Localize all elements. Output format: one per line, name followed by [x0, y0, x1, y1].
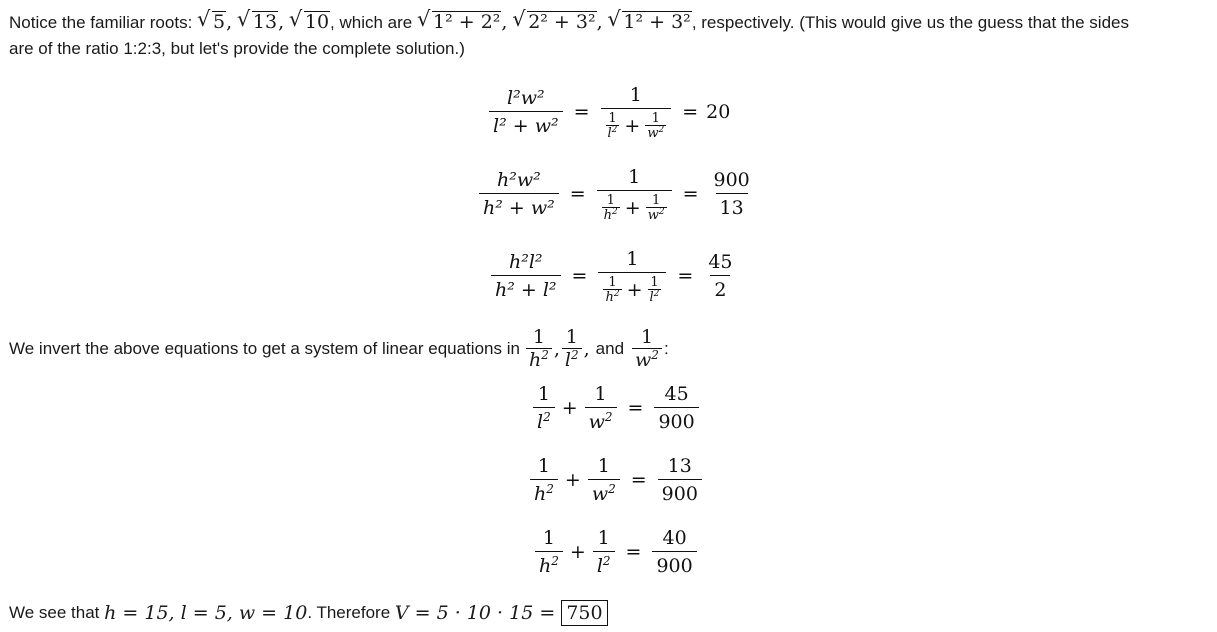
- linear-equation-2: $\frac{1}{h^2}$ + $\frac{1}{w^2}$ = $\frac{13}{900}$: [527, 455, 705, 505]
- equation-hw: $\frac{\text{h²w²}}{\text{h² + w²}}$ = 1 $\frac{1}{h^2}$ + $\frac{1}{w^2}$ = $\frac{900}{13}$: [476, 166, 757, 222]
- boxed-answer: 750: [561, 600, 607, 626]
- root-sqrt13: √ 13: [236, 7, 278, 33]
- linear-equation-3: $\frac{1}{h^2}$ + $\frac{1}{l^2}$ = $\frac{40}{900}$: [532, 527, 700, 577]
- intro-middle-text: , which are: [330, 13, 417, 32]
- equation-lw-rhs: 20: [706, 101, 731, 123]
- expansion-2: √ 2² + 3²: [512, 7, 596, 33]
- invert-text: We invert the above equations to get a system of linear equations in: [9, 338, 520, 358]
- conclusion-lead: We see that: [9, 603, 105, 622]
- intro-line-1: Notice the familiar roots: √ 5, √ 13, √ 10, which are √ 1² + 2², √ 2² + 3², √ 1² + 3², respectively. (This would give us the guess that the sides: [9, 7, 1129, 33]
- conclusion-line: [9, 600, 608, 626]
- equation-hl: $\frac{\text{h²l²}}{\text{h² + l²}}$ = 1 $\frac{1}{h^2}$ + $\frac{1}{l^2}$ = $\frac{45}{2}$: [488, 248, 740, 304]
- root-sqrt5: √ 5: [197, 7, 226, 33]
- expansion-3: √ 1² + 3²: [607, 7, 691, 33]
- equation-lw: $\frac{\text{l²w²}}{\text{l² + w²}}$ = 1 $\frac{1}{l^2}$ + $\frac{1}{w^2}$ = 20: [486, 84, 730, 140]
- root-sqrt10: √ 10: [288, 7, 330, 33]
- conclusion-middle: . Therefore: [307, 603, 395, 622]
- volume-expression: V = 5 · 10 · 15 =: [394, 602, 562, 624]
- intro-lead-text: Notice the familiar roots:: [9, 13, 198, 32]
- expansion-1: √ 1² + 2²: [416, 7, 501, 33]
- invert-line: We invert the above equations to get a system of linear equations in $\frac{1}{h^2}$ , $\frac{1}{l^2}$ , and $\frac{1}{w^2}$ :: [9, 326, 669, 371]
- intro-line-2: are of the ratio 1:2:3, but let's provide the complete solution.): [9, 39, 465, 58]
- and-text: and: [595, 338, 625, 358]
- linear-equation-1: $\frac{1}{l^2}$ + $\frac{1}{w^2}$ = $\frac{45}{900}$: [530, 383, 702, 433]
- conclusion-values: h = 15, l = 5, w = 10: [104, 602, 308, 624]
- intro-tail-text: , respectively. (This would give us the guess that the sides: [691, 13, 1129, 32]
